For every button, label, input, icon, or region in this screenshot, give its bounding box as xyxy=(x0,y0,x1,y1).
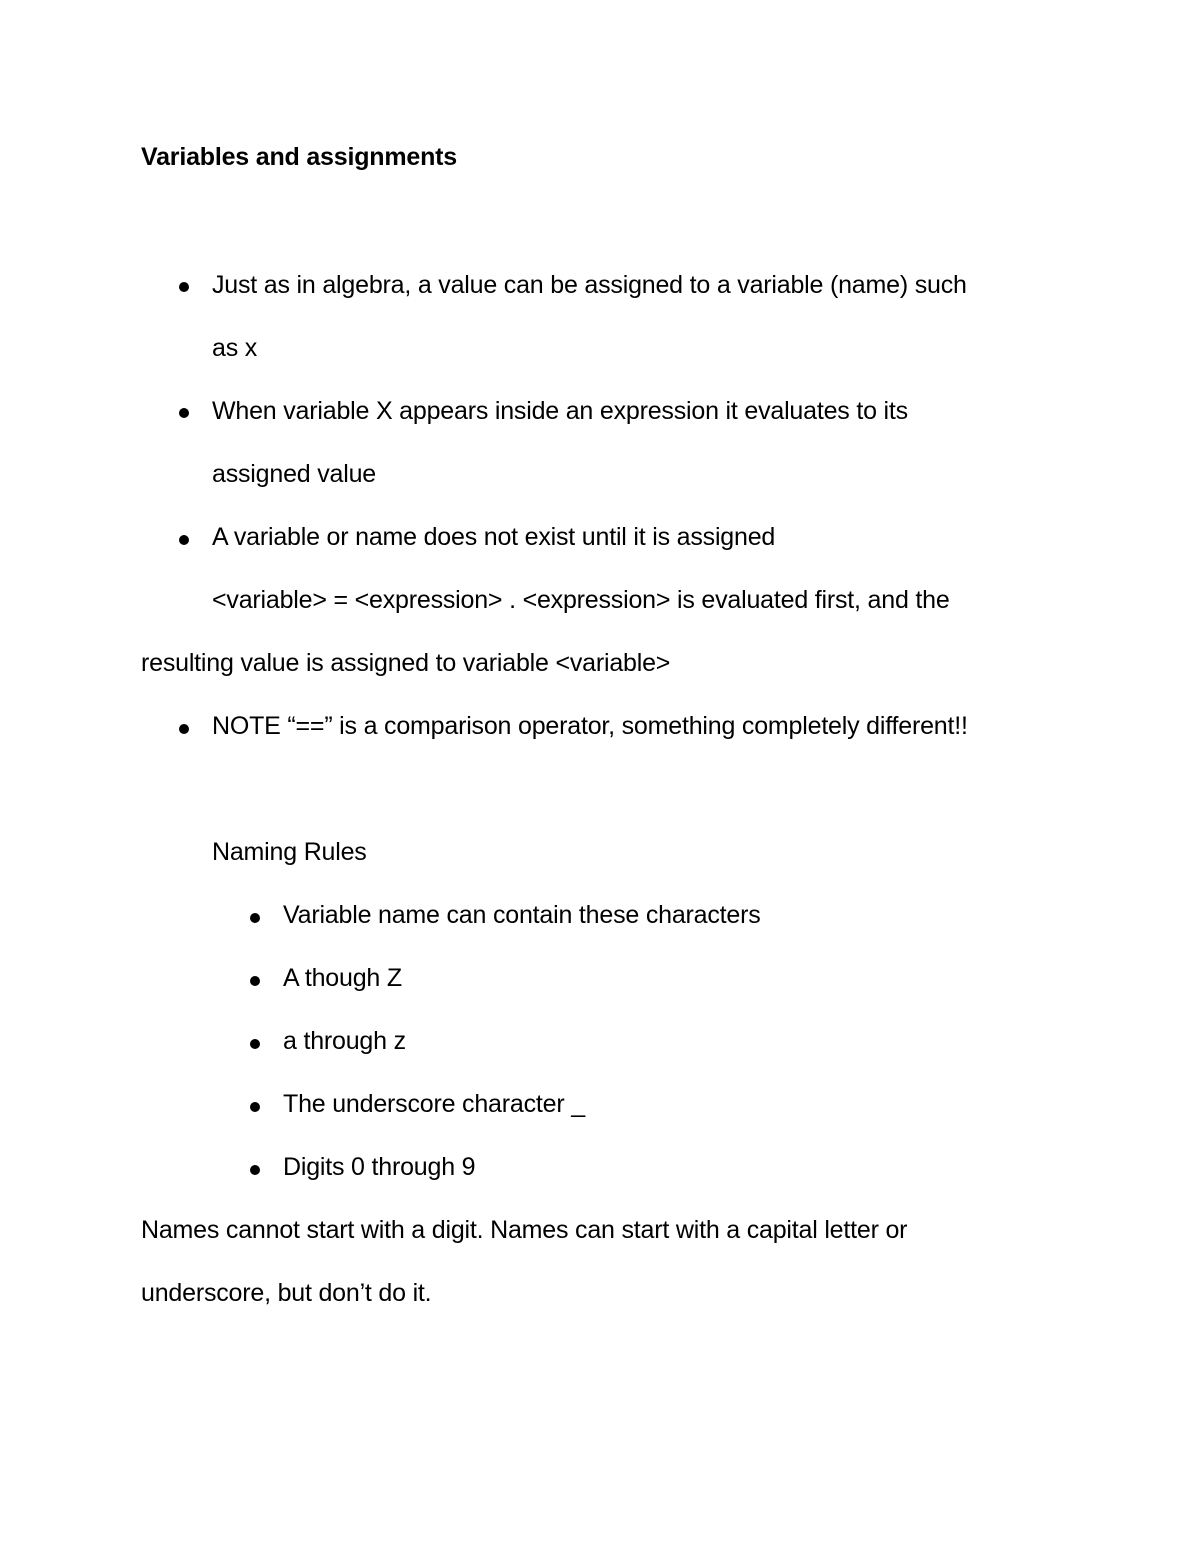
bullet-dot xyxy=(179,282,189,292)
document-title: Variables and assignments xyxy=(141,143,457,171)
naming-rule-item: A though Z xyxy=(283,964,402,992)
bullet-dot xyxy=(250,1165,260,1175)
naming-rules-heading: Naming Rules xyxy=(212,838,367,866)
bullet-text: Just as in algebra, a value can be assigned to a variable (name) such xyxy=(212,271,967,299)
bullet-dot xyxy=(250,1102,260,1112)
naming-rule-item: a through z xyxy=(283,1027,406,1055)
bullet-dot xyxy=(250,1039,260,1049)
naming-rule-item: Variable name can contain these characters xyxy=(283,901,761,929)
bullet-text: A variable or name does not exist until it is assigned xyxy=(212,523,776,551)
bullet-dot xyxy=(250,976,260,986)
bullet-text: When variable X appears inside an expression it evaluates to its xyxy=(212,397,908,425)
closing-paragraph-line: Names cannot start with a digit. Names can start with a capital letter or xyxy=(141,1216,908,1244)
bullet-dot xyxy=(179,535,189,545)
naming-rule-item: The underscore character _ xyxy=(283,1090,585,1118)
bullet-dot xyxy=(179,408,189,418)
closing-paragraph-line: underscore, but don’t do it. xyxy=(141,1279,432,1307)
bullet-text-continuation: assigned value xyxy=(212,460,376,488)
note-text: NOTE “==” is a comparison operator, something completely different!! xyxy=(212,712,968,740)
bullet-dot xyxy=(179,724,189,734)
bullet-dot xyxy=(250,913,260,923)
naming-rule-item: Digits 0 through 9 xyxy=(283,1153,476,1181)
bullet-text-continuation: as x xyxy=(212,334,258,362)
expression-line: <variable> = <expression> . <expression> is evaluated first, and the xyxy=(212,586,950,614)
expression-continuation: resulting value is assigned to variable <variable> xyxy=(141,649,671,677)
